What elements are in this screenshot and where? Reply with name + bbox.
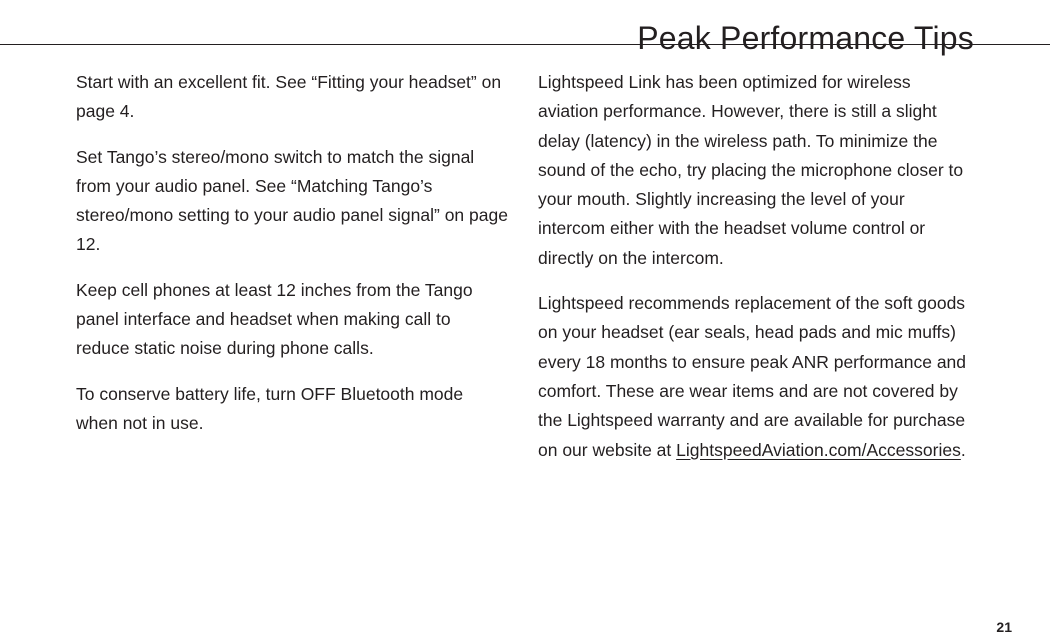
page-number: 21 (996, 619, 1012, 635)
tip-paragraph: Keep cell phones at least 12 inches from the Tango panel interface and headset when making call to reduce static noise during phone calls. (76, 279, 473, 359)
tip-paragraph: Start with an excellent fit. See “Fitting your headset” on page 4. (76, 72, 502, 122)
tip-paragraph-with-link (538, 289, 970, 465)
right-column (538, 68, 970, 481)
page-title: Peak Performance Tips (637, 20, 974, 57)
tip-paragraph: Set Tango’s stereo/mono switch to match the signal from your audio panel. See “Matching Tango’s stereo/mono setting to your audio panel signal” on page 12. (76, 146, 508, 255)
accessories-link[interactable]: LightspeedAviation.com/Accessories (676, 439, 961, 460)
tip-paragraph-text: Lightspeed recommends replacement of the soft goods on your headset (ear seals, head pads and mic muffs) every 18 months to ensure peak ANR performance and comfort. These are wear items and are not covered by the Lightspeed warranty and are available for purchase on our website at (538, 293, 967, 460)
trailing-punctuation: . (960, 439, 966, 460)
tip-paragraph: Lightspeed Link has been optimized for wireless aviation performance. However, there is still a slight delay (latency) in the wireless path. To minimize the sound of the echo, try placing the microphone closer to your mouth. Slightly increasing the level of your intercom either with the headset volume control or directly on the intercom. (538, 72, 964, 268)
title-divider (0, 44, 1050, 45)
tip-paragraph: To conserve battery life, turn OFF Bluetooth mode when not in use. (76, 383, 464, 433)
left-column (76, 68, 508, 454)
